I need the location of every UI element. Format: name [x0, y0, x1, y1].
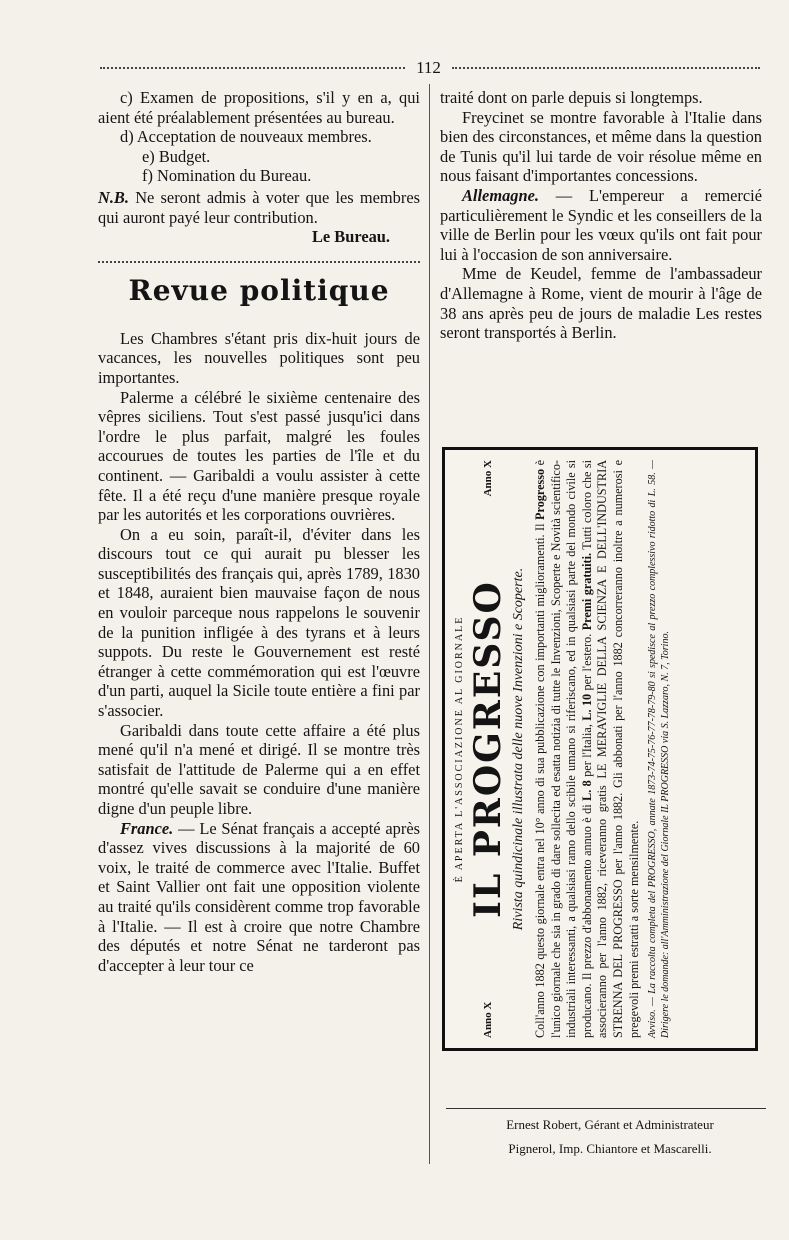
allemagne-label: Allemagne. [462, 185, 539, 205]
imprint-rule [446, 1108, 766, 1109]
agenda-item-d: d) Acceptation de nouveaux membres. [120, 127, 372, 147]
paragraph: Mme de Keudel, femme de l'ambassadeur d'Allemagne à Rome, vient de mourir à l'âge de 38 ans après peu de jours de maladie Les restes seront transportés à Berlin. [440, 264, 762, 343]
ad-premi-label: Premi gratuiti. [579, 552, 594, 631]
header-rule-right [452, 67, 760, 69]
paragraph: Freycinet se montre favorable à l'Italie dans bien des circonstances, et même dans la question de Tunis qu'il lui tarde de voir résolue même en nous faisant d'importantes concessions. [440, 107, 762, 186]
header-rule-left [100, 67, 405, 69]
ad-subtitle: Rivista quindicinale illustrata delle nuove Invenzioni e Scoperte. [511, 567, 526, 931]
ad-anno-right: Anno X [482, 460, 494, 497]
ad-body [533, 460, 642, 1038]
agenda-item-c: c) Examen de propositions, s'il y en a, qui aient été préalablement présentées au bureau. [98, 88, 420, 127]
section-separator [98, 261, 420, 263]
ad-price-italy: L. 8 [579, 780, 594, 801]
allemagne-paragraph [440, 186, 762, 264]
imprint-printer: Pignerol, Imp. Chiantore et Mascarelli. [508, 1141, 712, 1156]
ad-text: Coll'anno 1882 questo giornale entra nel 10° anno di sua pubblicazione con importanti miglioramenti. Il [533, 523, 547, 1038]
paragraph: On a eu soin, paraît-il, d'éviter dans les discours tout ce qui aurait pu blesser les susceptibilités des français qui, après 1789, 1830 et 1848, auraient bien mauvaise façon de nous en vouloir parceque nous rappelons le souvenir de la punition infligée à des tyrans et à leurs suppots. Du reste le Gouvernement est resté étranger à cette commémoration qui est l'œuvre d'un parti, auquel la Sicile toute entière a fini par s'associer. [98, 524, 420, 721]
left-column [98, 88, 420, 975]
imprint-manager: Ernest Robert, Gérant et Administrateur [506, 1117, 714, 1132]
paragraph: traité dont on parle depuis si longtemps. [440, 88, 703, 107]
france-text: — Le Sénat français a accepté après d'assez vives discussions à la majorité de 60 voix, le traité de commerce avec l'Italie. Buffet et Saint Vallier ont fait une opposition violente au traité qu'ils considèrent comme trop favorable à l'Italie. — Il est à croire que notre Chambre des députés et notre Sénat ne tarderont pas d'accepter à leur tour ce [98, 818, 420, 975]
column-divider [429, 84, 430, 1164]
allemagne-text: — L'empereur a remercié particulièrement le Syndic et les conseillers de la ville de Berlin pour les vœux qu'ils ont fait pour lui à l'occasion de son anniversaire. [440, 185, 762, 264]
ad-text: per l'estero. [579, 633, 594, 691]
right-column [440, 88, 762, 343]
ad-price-abroad: L. 10 [579, 693, 594, 721]
ad-notice: Avviso. — La raccolta completa del PROGRESSO, annate 1873-74-75-76-77-78-79-80 si spedisce al prezzo complessivo ridotto di L. 58. — Dirigere le domande: all'Amministrazione del Giornale IL PROGRESSO via S. Lazzaro, N. 7, Torino. [647, 460, 672, 1038]
nb-label: N.B. [98, 187, 129, 207]
france-label: France. [120, 818, 174, 838]
ad-anno-left: Anno X [482, 1001, 494, 1038]
nb-text: Ne seront admis à voter que les membres qui auront payé leur contribution. [98, 187, 420, 227]
ad-journal-name: IL PROGRESSO [467, 580, 509, 918]
ad-text: per l'Italia, [579, 724, 594, 777]
ad-top-line: È APERTA L'ASSOCIAZIONE AL GIORNALE [454, 615, 465, 883]
section-title: Revue politique [128, 273, 390, 307]
nb-note [98, 187, 420, 247]
ad-bold: Progresso [533, 468, 547, 520]
advertisement-content [448, 450, 758, 1048]
agenda-item-f: f) Nomination du Bureau. [142, 166, 312, 186]
paragraph: Garibaldi dans toute cette affaire a été plus mené qu'il n'a mené et dirigé. Il se montre très satisfait de l'attitude de Palerme qui a en effet montré qu'elle savait se conduire d'une manière digne d'un peuple libre. [98, 720, 420, 818]
paragraph: Les Chambres s'étant pris dix-huit jours de vacances, les nouvelles politiques sont peu importantes. [98, 328, 420, 387]
agenda-item-e: e) Budget. [142, 146, 211, 166]
ad-text: è l'unico giornale che sia in grado di dare sollecita ed esatta notizia di tutte le Invenzioni, Scoperte e Novità scientifico-industriali interessanti, a qualsiasi ramo dello scibile umano si riferiscano, ed in qualsiasi parte del mondo civile si producano. Il prezzo d'abbonamento annuo è di [533, 459, 594, 1038]
page-number: 112 [416, 58, 441, 77]
ad-text: Tutti coloro che si associeranno per l'anno 1882, riceveranno gratis LE MERAVIGLIE DELLA SCIENZA E DELL'INDUSTRIA STRENNA DEL PROGRESSO per l'anno 1882. Gli abbonati per l'anno 1882 concorreranno inoltre a numerosi e pregevoli premi estratti a sorte mensilmente. [579, 459, 641, 1038]
france-paragraph [98, 819, 420, 976]
nb-signature: Le Bureau. [311, 227, 390, 247]
page-header [100, 58, 760, 76]
paragraph: Palerme a célébré le sixième centenaire des vêpres siciliens. Tout s'est passé jusqu'ici dans l'ordre le plus parfait, malgré les foules accourues de toutes les parties de l'île et du continent. — Garibaldi a voulu assister à cette fête. Il a été reçu d'une manière presque royale par les autorités et les corporations ouvrières. [98, 387, 420, 525]
ad-title-row [467, 460, 509, 1038]
advertisement-box [442, 447, 758, 1051]
